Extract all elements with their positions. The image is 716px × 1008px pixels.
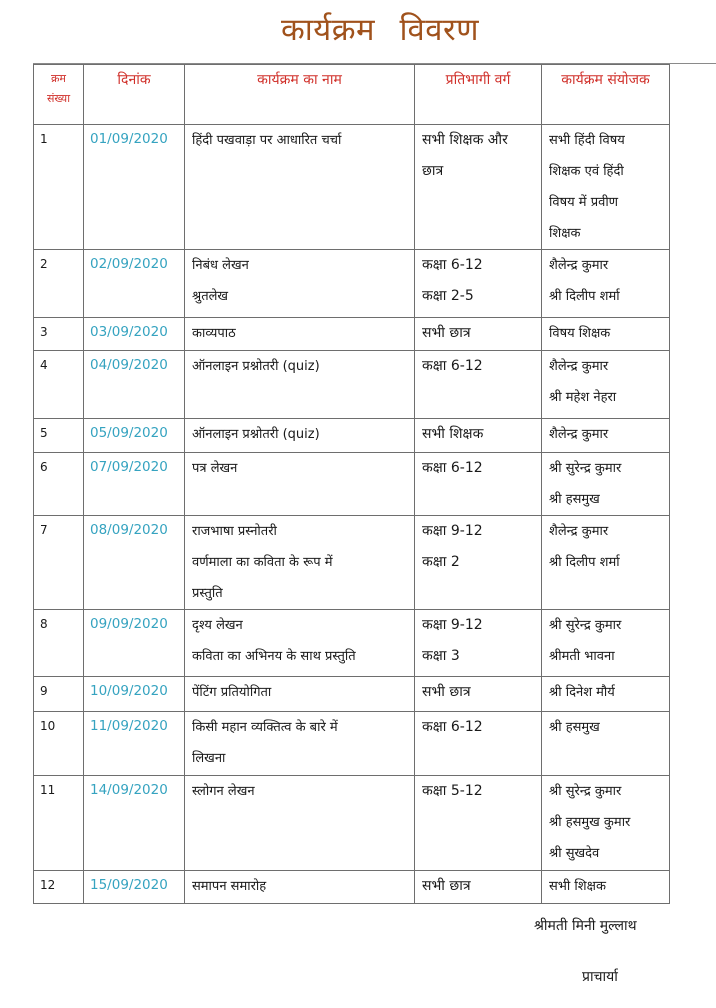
participant-group-cell [415, 871, 542, 904]
participant-group-line: सभी छात्र [422, 684, 471, 700]
program-name-cell [185, 516, 415, 610]
header-coordinator: कार्यक्रम संयोजक [542, 65, 670, 125]
coordinator-cell [542, 871, 670, 904]
program-name-line: पत्र लेखन [192, 461, 238, 476]
date-cell [84, 712, 185, 776]
coordinator-line: श्री दिलीप शर्मा [549, 555, 620, 570]
date-cell [84, 610, 185, 677]
participant-group-line: छात्र [422, 163, 444, 179]
program-name-cell [185, 871, 415, 904]
coordinator-line: शैलेन्द्र कुमार [549, 427, 609, 442]
serial-number: 9 [40, 684, 48, 698]
date: 01/09/2020 [90, 131, 168, 147]
program-name-line: हिंदी पखवाड़ा पर आधारित चर्चा [192, 133, 342, 148]
participant-group-line: कक्षा 6-12 [422, 358, 483, 374]
coordinator-cell [542, 419, 670, 453]
program-name-line: किसी महान व्यक्तित्व के बारे में [192, 720, 338, 735]
program-name-line: समापन समारोह [192, 879, 267, 894]
header-program-name: कार्यक्रम का नाम [185, 65, 415, 125]
page-title: कार्यक्रम विवरण [280, 12, 480, 48]
participant-group-line: कक्षा 9-12 [422, 617, 483, 633]
serial-number: 4 [40, 358, 48, 372]
coordinator-cell [542, 453, 670, 516]
coordinator-line: विषय शिक्षक [549, 326, 611, 341]
table-row [34, 419, 670, 453]
coordinator-line: श्री महेश नेहरा [549, 390, 617, 405]
participant-group-cell [415, 351, 542, 419]
program-name-cell [185, 125, 415, 250]
coordinator-cell [542, 125, 670, 250]
table-row [34, 453, 670, 516]
program-name-line: काव्यपाठ [192, 326, 236, 341]
date: 02/09/2020 [90, 256, 168, 272]
coordinator-line: श्रीमती भावना [549, 649, 615, 664]
header-participant-group: प्रतिभागी वर्ग [415, 65, 542, 125]
coordinator-line: सभी हिंदी विषय [549, 133, 625, 148]
program-name-line: वर्णमाला का कविता के रूप में [192, 555, 333, 570]
serial-number: 11 [40, 783, 56, 797]
participant-group-line: कक्षा 9-12 [422, 523, 483, 539]
date: 03/09/2020 [90, 324, 168, 340]
date: 05/09/2020 [90, 425, 168, 441]
coordinator-line: श्री हसमुख कुमार [549, 815, 631, 830]
participant-group-cell [415, 250, 542, 318]
table-header-row [34, 65, 670, 125]
coordinator-line: श्री सुरेन्द्र कुमार [549, 461, 622, 476]
coordinator-line: श्री दिनेश मौर्य [549, 685, 615, 700]
serial-number: 2 [40, 257, 48, 271]
date-cell [84, 318, 185, 351]
participant-group-line: कक्षा 2 [422, 554, 460, 570]
coordinator-line: विषय में प्रवीण [549, 195, 619, 210]
coordinator-cell [542, 776, 670, 871]
participant-group-line: कक्षा 5-12 [422, 783, 483, 799]
program-name-cell [185, 610, 415, 677]
program-name-cell [185, 677, 415, 712]
serial-number: 1 [40, 132, 48, 146]
serial-number-cell [34, 712, 84, 776]
serial-number-cell [34, 610, 84, 677]
participant-group-line: सभी शिक्षक और [422, 132, 508, 148]
participant-group-line: सभी छात्र [422, 878, 471, 894]
coordinator-line: शिक्षक [549, 226, 581, 241]
coordinator-line: शिक्षक एवं हिंदी [549, 164, 624, 179]
serial-number-cell [34, 351, 84, 419]
program-name-line: ऑनलाइन प्रश्नोतरी (quiz) [192, 359, 320, 374]
coordinator-line: सभी शिक्षक [549, 879, 606, 894]
coordinator-cell [542, 351, 670, 419]
serial-number: 10 [40, 719, 56, 733]
participant-group-line: कक्षा 6-12 [422, 460, 483, 476]
participant-group-line: सभी शिक्षक [422, 426, 484, 442]
program-name-cell [185, 419, 415, 453]
signatory-name: श्रीमती मिनी मुल्लाथ [534, 918, 637, 934]
table-row [34, 516, 670, 610]
table-row [34, 677, 670, 712]
serial-number: 5 [40, 426, 48, 440]
date-cell [84, 125, 185, 250]
table-row [34, 871, 670, 904]
serial-number-cell [34, 871, 84, 904]
program-name-line: दृश्य लेखन [192, 618, 243, 633]
program-name-line: निबंध लेखन [192, 258, 249, 273]
coordinator-line: श्री हसमुख [549, 492, 600, 507]
signatory-designation: प्राचार्या [582, 969, 618, 985]
program-name-line: श्रुतलेख [192, 289, 229, 304]
date-cell [84, 516, 185, 610]
date: 09/09/2020 [90, 616, 168, 632]
serial-number-cell [34, 250, 84, 318]
coordinator-line: श्री हसमुख [549, 720, 600, 735]
program-name-line: स्लोगन लेखन [192, 784, 255, 799]
coordinator-cell [542, 250, 670, 318]
coordinator-line: श्री सुरेन्द्र कुमार [549, 784, 622, 799]
table-row [34, 712, 670, 776]
participant-group-line: कक्षा 2-5 [422, 288, 474, 304]
participant-group-line: कक्षा 6-12 [422, 257, 483, 273]
participant-group-line: सभी छात्र [422, 325, 471, 341]
coordinator-cell [542, 318, 670, 351]
date-cell [84, 776, 185, 871]
date-cell [84, 419, 185, 453]
date: 04/09/2020 [90, 357, 168, 373]
table-row [34, 351, 670, 419]
serial-number: 12 [40, 878, 56, 892]
participant-group-line: कक्षा 3 [422, 648, 460, 664]
coordinator-line: श्री सुखदेव [549, 846, 600, 861]
date-cell [84, 250, 185, 318]
coordinator-cell [542, 516, 670, 610]
table-row [34, 610, 670, 677]
header-serial-number [34, 65, 84, 125]
coordinator-cell [542, 610, 670, 677]
table-row [34, 318, 670, 351]
date: 11/09/2020 [90, 718, 168, 734]
participant-group-cell [415, 318, 542, 351]
table-body [34, 125, 670, 904]
serial-number-cell [34, 419, 84, 453]
table-row [34, 125, 670, 250]
serial-number-cell [34, 776, 84, 871]
date-cell [84, 677, 185, 712]
program-name-cell [185, 776, 415, 871]
program-name-line: पेंटिंग प्रतियोगिता [192, 685, 272, 700]
program-name-line: राजभाषा प्रस्नोतरी [192, 524, 277, 539]
serial-number-cell [34, 677, 84, 712]
coordinator-cell [542, 677, 670, 712]
participant-group-cell [415, 776, 542, 871]
date: 14/09/2020 [90, 782, 168, 798]
table-row [34, 250, 670, 318]
program-name-cell [185, 318, 415, 351]
date-cell [84, 351, 185, 419]
coordinator-line: शैलेन्द्र कुमार [549, 524, 609, 539]
serial-number-cell [34, 318, 84, 351]
program-name-line: प्रस्तुति [192, 586, 223, 601]
serial-number-cell [34, 516, 84, 610]
date: 10/09/2020 [90, 683, 168, 699]
participant-group-cell [415, 610, 542, 677]
date: 08/09/2020 [90, 522, 168, 538]
participant-group-cell [415, 677, 542, 712]
participant-group-cell [415, 712, 542, 776]
program-name-cell [185, 712, 415, 776]
serial-number-cell [34, 125, 84, 250]
participant-group-line: कक्षा 6-12 [422, 719, 483, 735]
serial-number: 6 [40, 460, 48, 474]
table-row [34, 776, 670, 871]
participant-group-cell [415, 516, 542, 610]
header-date: दिनांक [84, 65, 185, 125]
serial-number: 7 [40, 523, 48, 537]
serial-number-cell [34, 453, 84, 516]
date: 15/09/2020 [90, 877, 168, 893]
header-serial-line2: संख्या [46, 92, 71, 105]
program-name-cell [185, 453, 415, 516]
coordinator-line: श्री दिलीप शर्मा [549, 289, 620, 304]
coordinator-line: शैलेन्द्र कुमार [549, 258, 609, 273]
participant-group-cell [415, 453, 542, 516]
coordinator-line: श्री सुरेन्द्र कुमार [549, 618, 622, 633]
program-name-line: कविता का अभिनय के साथ प्रस्तुति [192, 649, 356, 664]
coordinator-cell [542, 712, 670, 776]
serial-number: 3 [40, 325, 48, 339]
program-schedule-table [33, 64, 670, 904]
date: 07/09/2020 [90, 459, 168, 475]
program-name-cell [185, 250, 415, 318]
coordinator-line: शैलेन्द्र कुमार [549, 359, 609, 374]
program-name-cell [185, 351, 415, 419]
program-name-line: ऑनलाइन प्रश्नोतरी (quiz) [192, 427, 320, 442]
serial-number: 8 [40, 617, 48, 631]
date-cell [84, 871, 185, 904]
program-name-line: लिखना [192, 751, 226, 766]
participant-group-cell [415, 125, 542, 250]
header-serial-line1: क्रम [50, 72, 67, 85]
date-cell [84, 453, 185, 516]
participant-group-cell [415, 419, 542, 453]
